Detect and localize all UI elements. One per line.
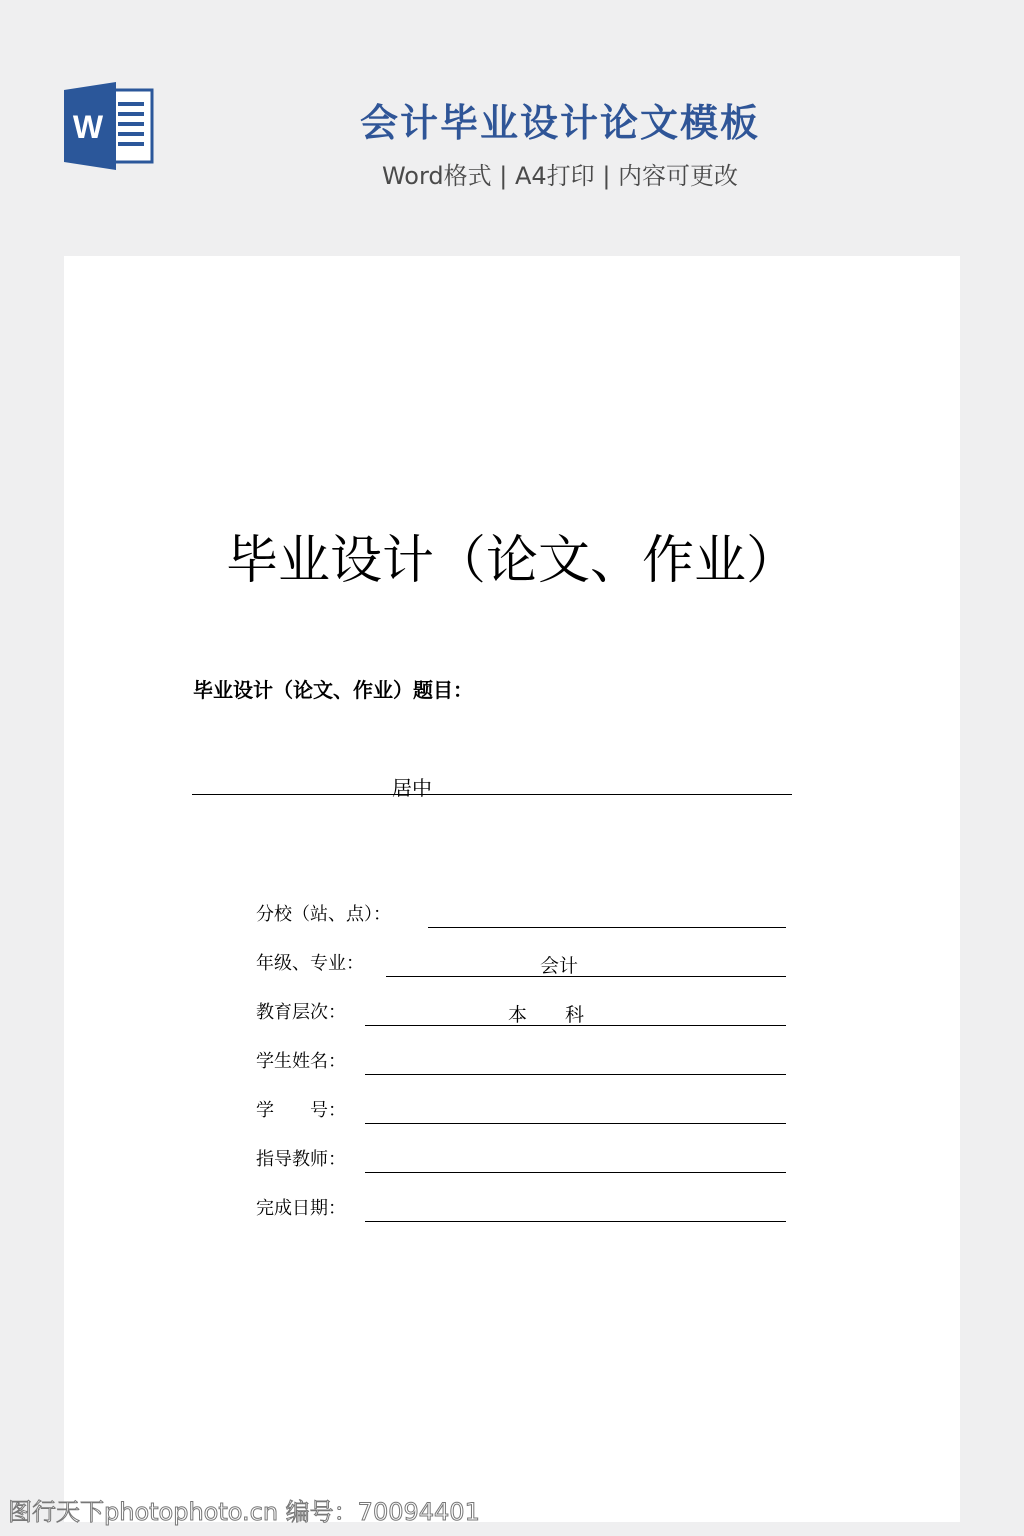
field-row-completion-date	[256, 1194, 786, 1224]
watermark: 图行天下photophoto.cn 编号：70094401	[8, 1498, 480, 1526]
field-underline[interactable]	[365, 1123, 786, 1124]
field-value: 会计	[540, 955, 579, 977]
field-row-advisor	[256, 1145, 786, 1175]
field-label: 教育层次：	[256, 1002, 346, 1023]
field-row-education-level	[256, 998, 786, 1028]
document-title: 毕业设计（论文、作业）	[225, 531, 798, 591]
field-label: 分校（站、点）：	[256, 904, 391, 925]
topic-label: 毕业设计（论文、作业）题目：	[193, 678, 473, 702]
field-row-student-name	[256, 1047, 786, 1077]
field-label: 年级、专业：	[256, 953, 364, 974]
topic-underline	[192, 794, 792, 795]
topic-value[interactable]: 居中	[392, 776, 432, 800]
field-row-student-id	[256, 1096, 786, 1126]
field-underline[interactable]	[386, 976, 786, 977]
word-logo-letter: W	[72, 109, 104, 145]
field-underline[interactable]	[428, 927, 786, 928]
document-page	[64, 256, 960, 1522]
page-subtitle: Word格式 | A4打印 | 内容可更改	[381, 162, 739, 190]
field-label: 完成日期：	[256, 1198, 346, 1219]
field-underline[interactable]	[365, 1074, 786, 1075]
field-row-grade-major	[256, 949, 786, 979]
field-row-branch	[256, 900, 786, 930]
page-title: 会计毕业设计论文模板	[359, 101, 760, 145]
field-label: 指导教师：	[256, 1149, 346, 1170]
field-value: 本 科	[508, 1004, 585, 1026]
field-underline[interactable]	[365, 1172, 786, 1173]
word-document-icon	[64, 82, 156, 170]
field-underline[interactable]	[365, 1221, 786, 1222]
field-label: 学生姓名：	[256, 1051, 346, 1072]
field-label: 学 号：	[256, 1100, 346, 1121]
